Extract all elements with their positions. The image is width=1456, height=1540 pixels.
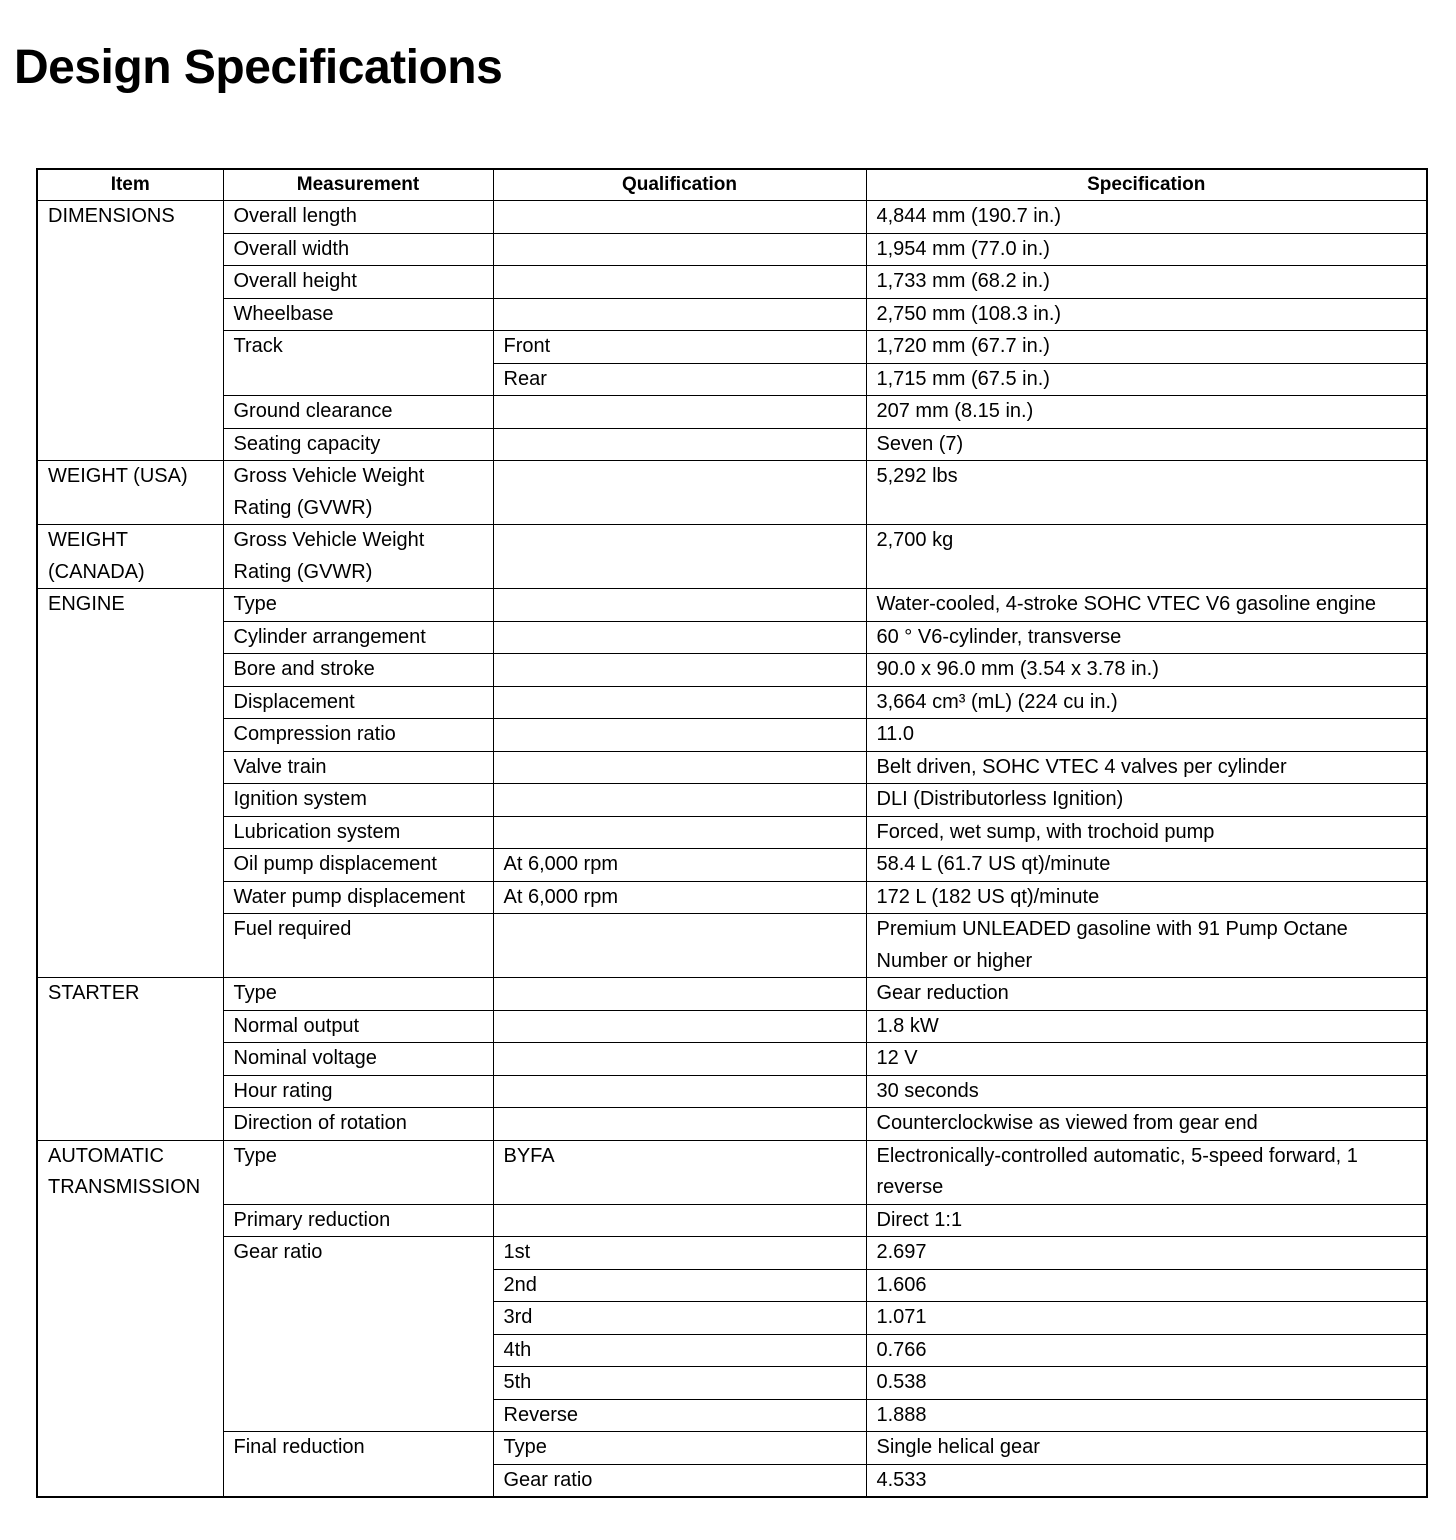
specification-cell: 1,733 mm (68.2 in.)	[866, 266, 1427, 299]
measurement-cell: Water pump displacement	[223, 881, 493, 914]
specifications-body	[37, 201, 1427, 1498]
qualification-cell	[493, 1043, 866, 1076]
specification-cell: Water-cooled, 4-stroke SOHC VTEC V6 gasoline engine	[866, 589, 1427, 622]
table-row	[37, 849, 1427, 882]
qualification-cell: Front	[493, 331, 866, 364]
qualification-cell	[493, 719, 866, 752]
measurement-cell: Final reduction	[223, 1432, 493, 1498]
table-row	[37, 396, 1427, 429]
measurement-cell: Seating capacity	[223, 428, 493, 461]
qualification-cell	[493, 654, 866, 687]
specification-cell: 60 ° V6-cylinder, transverse	[866, 621, 1427, 654]
measurement-cell: Type	[223, 589, 493, 622]
measurement-cell: Oil pump displacement	[223, 849, 493, 882]
measurement-cell: Overall width	[223, 233, 493, 266]
specification-cell: 58.4 L (61.7 US qt)/minute	[866, 849, 1427, 882]
measurement-cell: Primary reduction	[223, 1204, 493, 1237]
specification-cell: 1.606	[866, 1269, 1427, 1302]
specification-cell: 0.538	[866, 1367, 1427, 1400]
qualification-cell: 4th	[493, 1334, 866, 1367]
qualification-cell: At 6,000 rpm	[493, 849, 866, 882]
specification-cell: 0.766	[866, 1334, 1427, 1367]
header-specification: Specification	[866, 169, 1427, 201]
table-row	[37, 201, 1427, 234]
table-row	[37, 784, 1427, 817]
specification-cell: 4,844 mm (190.7 in.)	[866, 201, 1427, 234]
specification-cell: 3,664 cm³ (mL) (224 cu in.)	[866, 686, 1427, 719]
table-row	[37, 1075, 1427, 1108]
qualification-cell	[493, 784, 866, 817]
measurement-cell: Gross Vehicle Weight Rating (GVWR)	[223, 525, 493, 589]
item-cell: STARTER	[37, 978, 223, 1141]
measurement-cell: Wheelbase	[223, 298, 493, 331]
qualification-cell	[493, 428, 866, 461]
specification-cell: 1.8 kW	[866, 1010, 1427, 1043]
measurement-cell: Track	[223, 331, 493, 396]
specification-cell: 12 V	[866, 1043, 1427, 1076]
specification-cell: 4.533	[866, 1464, 1427, 1497]
specification-cell: Single helical gear	[866, 1432, 1427, 1465]
table-row	[37, 1043, 1427, 1076]
specification-cell: Electronically-controlled automatic, 5-speed forward, 1 reverse	[866, 1140, 1427, 1204]
table-row	[37, 233, 1427, 266]
measurement-cell: Lubrication system	[223, 816, 493, 849]
table-row	[37, 816, 1427, 849]
qualification-cell: Rear	[493, 363, 866, 396]
measurement-cell: Fuel required	[223, 914, 493, 978]
qualification-cell: BYFA	[493, 1140, 866, 1204]
specification-cell: Forced, wet sump, with trochoid pump	[866, 816, 1427, 849]
specification-cell: 207 mm (8.15 in.)	[866, 396, 1427, 429]
measurement-cell: Cylinder arrangement	[223, 621, 493, 654]
qualification-cell	[493, 816, 866, 849]
table-row	[37, 331, 1427, 364]
qualification-cell	[493, 914, 866, 978]
specification-cell: 1,954 mm (77.0 in.)	[866, 233, 1427, 266]
specification-cell: 2.697	[866, 1237, 1427, 1270]
specification-cell: DLI (Distributorless Ignition)	[866, 784, 1427, 817]
table-row	[37, 589, 1427, 622]
header-measurement: Measurement	[223, 169, 493, 201]
table-row	[37, 719, 1427, 752]
specification-cell: Premium UNLEADED gasoline with 91 Pump Octane Number or higher	[866, 914, 1427, 978]
measurement-cell: Nominal voltage	[223, 1043, 493, 1076]
table-row	[37, 914, 1427, 978]
measurement-cell: Gear ratio	[223, 1237, 493, 1432]
qualification-cell	[493, 298, 866, 331]
measurement-cell: Overall height	[223, 266, 493, 299]
measurement-cell: Overall length	[223, 201, 493, 234]
table-row	[37, 428, 1427, 461]
qualification-cell	[493, 978, 866, 1011]
qualification-cell: 3rd	[493, 1302, 866, 1335]
specifications-table	[36, 168, 1428, 1498]
specification-cell: 5,292 lbs	[866, 461, 1427, 525]
measurement-cell: Gross Vehicle Weight Rating (GVWR)	[223, 461, 493, 525]
header-row	[37, 169, 1427, 201]
qualification-cell	[493, 266, 866, 299]
item-cell: WEIGHT (CANADA)	[37, 525, 223, 589]
specification-cell: 2,750 mm (108.3 in.)	[866, 298, 1427, 331]
item-cell: DIMENSIONS	[37, 201, 223, 461]
specification-cell: 172 L (182 US qt)/minute	[866, 881, 1427, 914]
qualification-cell	[493, 621, 866, 654]
measurement-cell: Valve train	[223, 751, 493, 784]
measurement-cell: Displacement	[223, 686, 493, 719]
qualification-cell	[493, 1075, 866, 1108]
specification-cell: 1.888	[866, 1399, 1427, 1432]
specification-cell: Counterclockwise as viewed from gear end	[866, 1108, 1427, 1141]
table-row	[37, 1204, 1427, 1237]
specification-cell: 30 seconds	[866, 1075, 1427, 1108]
table-row	[37, 266, 1427, 299]
qualification-cell: 2nd	[493, 1269, 866, 1302]
table-row	[37, 461, 1427, 525]
table-row	[37, 1432, 1427, 1465]
measurement-cell: Type	[223, 1140, 493, 1204]
measurement-cell: Hour rating	[223, 1075, 493, 1108]
specification-cell: Seven (7)	[866, 428, 1427, 461]
table-row	[37, 298, 1427, 331]
qualification-cell	[493, 233, 866, 266]
specification-cell: 2,700 kg	[866, 525, 1427, 589]
item-cell: WEIGHT (USA)	[37, 461, 223, 525]
table-row	[37, 978, 1427, 1011]
qualification-cell	[493, 686, 866, 719]
specification-cell: Gear reduction	[866, 978, 1427, 1011]
qualification-cell: At 6,000 rpm	[493, 881, 866, 914]
table-row	[37, 751, 1427, 784]
table-row	[37, 525, 1427, 589]
table-row	[37, 881, 1427, 914]
measurement-cell: Bore and stroke	[223, 654, 493, 687]
header-item: Item	[37, 169, 223, 201]
header-qualification: Qualification	[493, 169, 866, 201]
qualification-cell	[493, 751, 866, 784]
table-row	[37, 621, 1427, 654]
specification-cell: Direct 1:1	[866, 1204, 1427, 1237]
qualification-cell	[493, 461, 866, 525]
qualification-cell	[493, 1010, 866, 1043]
measurement-cell: Compression ratio	[223, 719, 493, 752]
qualification-cell: Type	[493, 1432, 866, 1465]
qualification-cell: Reverse	[493, 1399, 866, 1432]
table-row	[37, 654, 1427, 687]
measurement-cell: Direction of rotation	[223, 1108, 493, 1141]
table-row	[37, 1140, 1427, 1204]
measurement-cell: Ground clearance	[223, 396, 493, 429]
qualification-cell	[493, 201, 866, 234]
specification-cell: 11.0	[866, 719, 1427, 752]
qualification-cell	[493, 525, 866, 589]
specification-cell: 1,720 mm (67.7 in.)	[866, 331, 1427, 364]
table-row	[37, 1010, 1427, 1043]
item-cell: ENGINE	[37, 589, 223, 978]
qualification-cell	[493, 589, 866, 622]
item-cell: AUTOMATIC TRANSMISSION	[37, 1140, 223, 1497]
page-title: Design Specifications	[14, 41, 503, 94]
qualification-cell	[493, 396, 866, 429]
measurement-cell: Normal output	[223, 1010, 493, 1043]
table-row	[37, 1237, 1427, 1270]
qualification-cell: Gear ratio	[493, 1464, 866, 1497]
qualification-cell	[493, 1108, 866, 1141]
measurement-cell: Type	[223, 978, 493, 1011]
measurement-cell: Ignition system	[223, 784, 493, 817]
specification-cell: Belt driven, SOHC VTEC 4 valves per cylinder	[866, 751, 1427, 784]
qualification-cell: 1st	[493, 1237, 866, 1270]
specification-cell: 1.071	[866, 1302, 1427, 1335]
qualification-cell	[493, 1204, 866, 1237]
qualification-cell: 5th	[493, 1367, 866, 1400]
table-row	[37, 686, 1427, 719]
specification-cell: 1,715 mm (67.5 in.)	[866, 363, 1427, 396]
specification-cell: 90.0 x 96.0 mm (3.54 x 3.78 in.)	[866, 654, 1427, 687]
table-row	[37, 1108, 1427, 1141]
